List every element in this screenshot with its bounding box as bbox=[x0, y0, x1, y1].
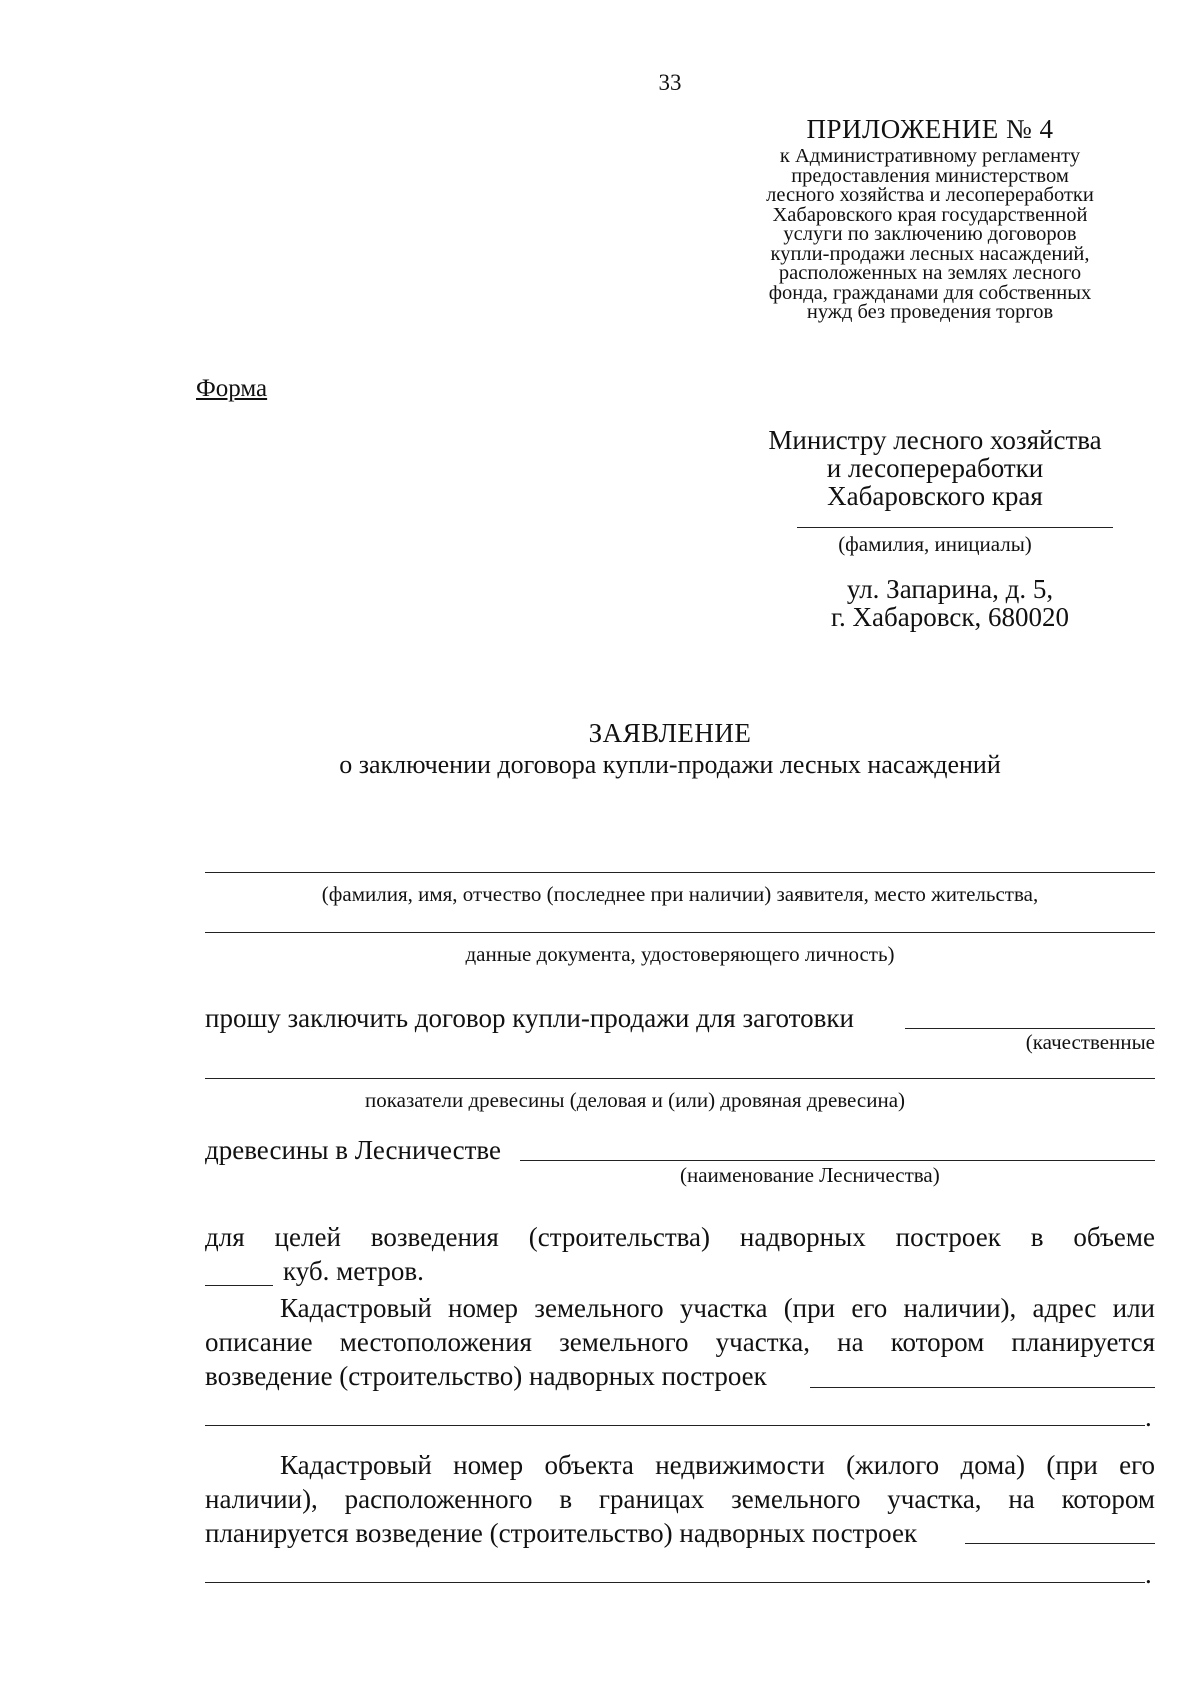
annex-line: Хабаровского края государственной bbox=[772, 203, 1088, 226]
address-line: ул. Запарина, д. 5, bbox=[846, 574, 1054, 604]
forestry-text: древесины в Лесничестве bbox=[205, 1135, 501, 1165]
addressee-hint: (фамилия, инициалы) bbox=[838, 532, 1032, 556]
addressee-line: и лесопереработки bbox=[826, 453, 1044, 483]
applicant-field-line-2[interactable] bbox=[205, 932, 1155, 933]
applicant-hint-1: (фамилия, имя, отчество (последнее при наличии) заявителя, место жительства, bbox=[321, 882, 1039, 906]
land-field-line-2[interactable] bbox=[205, 1425, 1145, 1426]
applicant-field-line-1[interactable] bbox=[205, 872, 1155, 873]
applicant-hint-2: данные документа, удостоверяющего личность) bbox=[465, 942, 895, 966]
purpose-line-1: для целей возведения (строительства) надворных построек в объеме bbox=[205, 1222, 1155, 1252]
address-block bbox=[760, 575, 1140, 631]
addressee-line: Хабаровского края bbox=[827, 481, 1043, 511]
quality-hint-1: (качественные bbox=[1025, 1030, 1155, 1054]
addressee-line: Министру лесного хозяйства bbox=[768, 425, 1102, 455]
property-line-3: планируется возведение (строительство) надворных построек bbox=[205, 1518, 918, 1548]
property-end: . bbox=[1145, 1559, 1152, 1589]
timber-type-field[interactable] bbox=[905, 1028, 1155, 1029]
statement-subtitle: о заключении договора купли-продажи лесных насаждений bbox=[339, 750, 1001, 779]
land-field-line-1[interactable] bbox=[810, 1387, 1155, 1388]
land-line-2: описание местоположения земельного участка, на котором планируется bbox=[205, 1327, 1155, 1357]
annex-title: ПРИЛОЖЕНИЕ № 4 bbox=[806, 114, 1054, 144]
property-line-2: наличии), расположенного в границах земельного участка, на котором bbox=[205, 1484, 1155, 1514]
annex-line: услуги по заключению договоров bbox=[783, 223, 1077, 245]
purpose-line-2: куб. метров. bbox=[283, 1256, 424, 1286]
property-field-line-2[interactable] bbox=[205, 1582, 1145, 1583]
annex-line: нужд без проведения торгов bbox=[806, 301, 1054, 323]
timber-quality-field[interactable] bbox=[205, 1078, 1155, 1079]
property-field-line-1[interactable] bbox=[965, 1543, 1155, 1544]
annex-line: к Административному регламенту bbox=[779, 145, 1081, 167]
request-text: прошу заключить договор купли-продажи для заготовки bbox=[205, 1003, 854, 1033]
form-label: Форма bbox=[196, 375, 268, 402]
address-line: г. Хабаровск, 680020 bbox=[831, 602, 1069, 632]
forestry-field[interactable] bbox=[520, 1160, 1155, 1161]
quality-hint-2: показатели древесины (деловая и (или) дровяная древесина) bbox=[365, 1088, 906, 1112]
annex-line: предоставления министерством bbox=[791, 164, 1069, 187]
annex-line: купли-продажи лесных насаждений, bbox=[770, 242, 1090, 265]
addressee-name-field[interactable] bbox=[797, 527, 1113, 528]
land-line-1: Кадастровый номер земельного участка (при его наличии), адрес или bbox=[280, 1293, 1155, 1323]
page-number: 33 bbox=[658, 70, 682, 95]
addressee-block bbox=[720, 426, 1150, 510]
land-end: . bbox=[1145, 1402, 1152, 1432]
volume-field[interactable] bbox=[205, 1285, 273, 1286]
land-line-3: возведение (строительство) надворных построек bbox=[205, 1361, 767, 1391]
forestry-hint: (наименование Лесничества) bbox=[680, 1163, 940, 1187]
annex-line: лесного хозяйства и лесопереработки bbox=[766, 184, 1094, 206]
property-line-1: Кадастровый номер объекта недвижимости (жилого дома) (при его bbox=[280, 1450, 1155, 1480]
annex-line: фонда, гражданами для собственных bbox=[768, 281, 1092, 304]
statement-title: ЗАЯВЛЕНИЕ bbox=[588, 718, 752, 748]
annex-text bbox=[680, 147, 1180, 323]
annex-line: расположенных на землях лесного bbox=[778, 262, 1082, 284]
